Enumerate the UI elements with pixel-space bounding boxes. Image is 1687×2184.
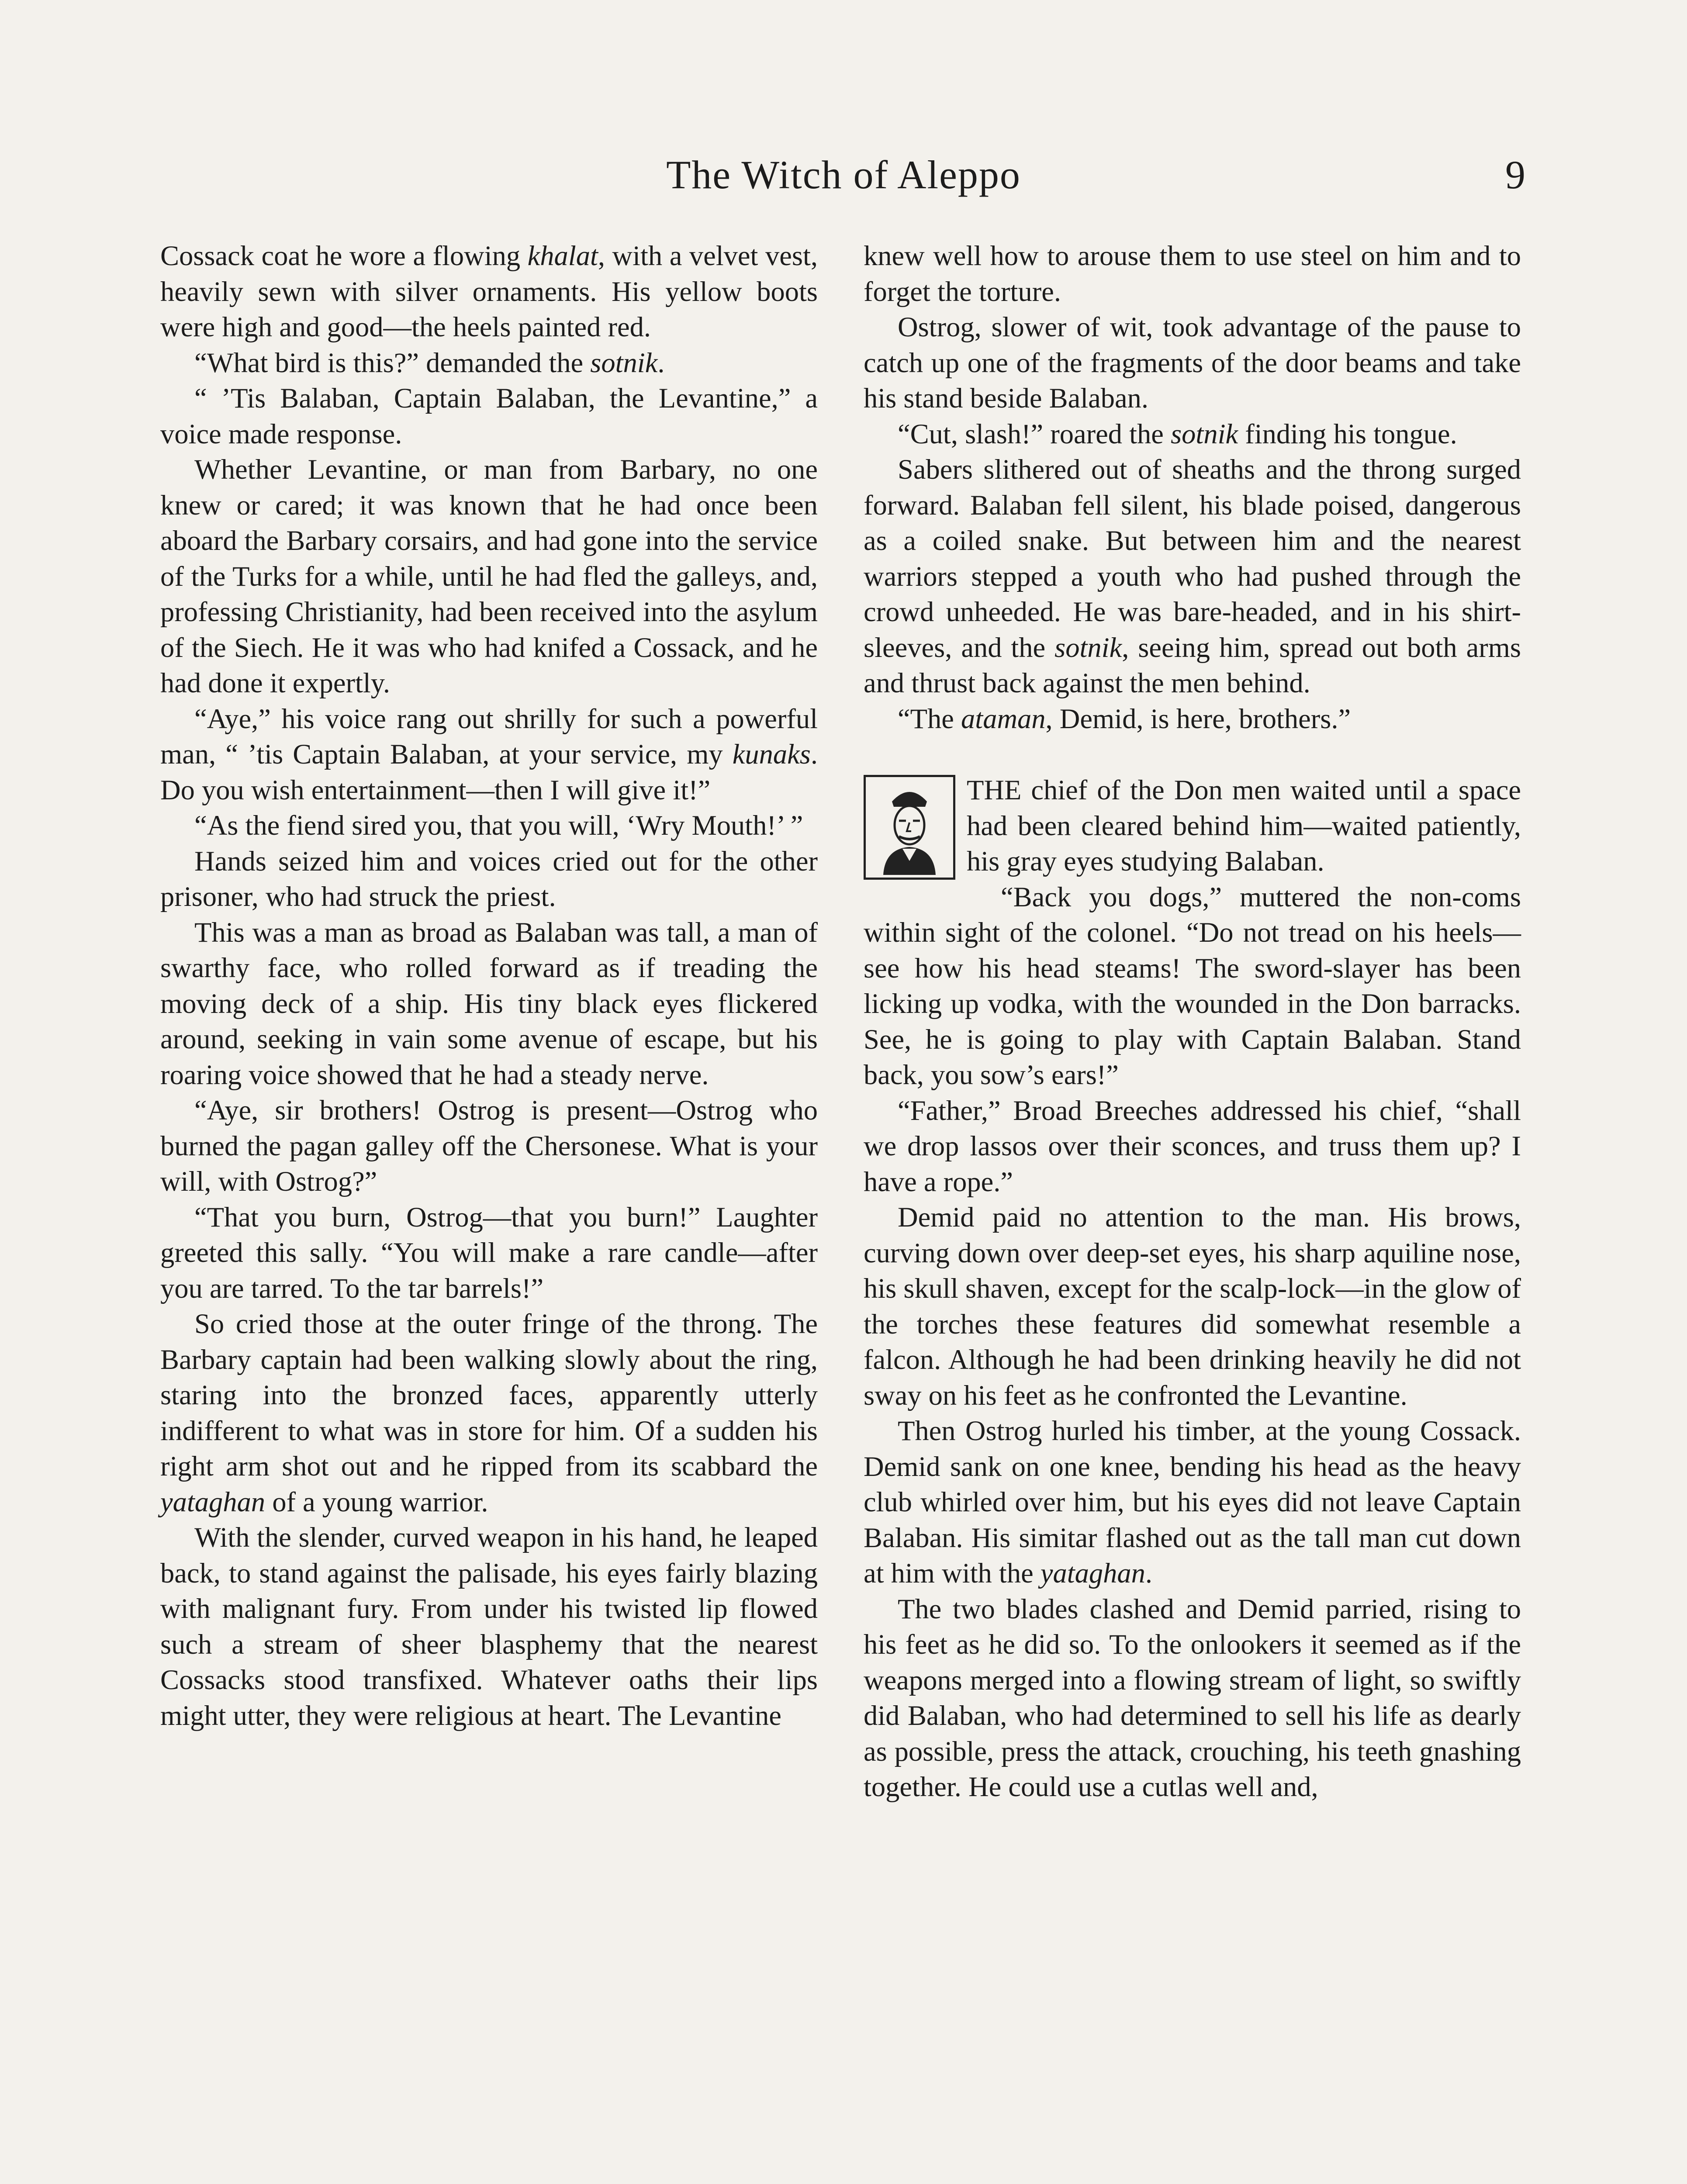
page-number: 9 <box>1505 152 1525 197</box>
section-break <box>864 736 1521 772</box>
paragraph: The two blades clashed and Demid parried, rising to his feet as he did so. To the onlookers it seemed as if the weapons merged into a flowing stream of light, so swiftly did Balaban, who had determined to sell his life as dearly as possible, press the attack, crouching, his teeth gnashing together. He could use a cutlas well and, <box>864 1593 1521 1802</box>
page-header <box>0 146 1687 203</box>
paragraph: “Aye,” his voice rang out shrilly for such a powerful man, “ ’tis Captain Balaban, at your service, my kunaks. Do you wish entertainment—then I will give it!” <box>160 703 818 805</box>
running-title: The Witch of Aleppo <box>666 152 1021 197</box>
paragraph: Demid paid no attention to the man. His brows, curving down over deep-set eyes, his sharp aquiline nose, his skull shaven, except for the scalp-lock—in the glow of the torches these features did somewhat resemble a falcon. Although he had been drinking heavily he did not sway on his feet as he confronted the Levantine. <box>864 1202 1521 1411</box>
paragraph: Sabers slithered out of sheaths and the throng surged forward. Balaban fell silent, his blade poised, dangerous as a coiled snake. But between him and the nearest warriors stepped a youth who had pushed through the crowd unheeded. He was bare-headed, and in his shirt-sleeves, and the sotnik, seeing him, spread out both arms and thrust back against the men behind. <box>864 454 1521 698</box>
paragraph: Hands seized him and voices cried out for the other prisoner, who had struck the priest. <box>160 845 818 912</box>
paragraph: “What bird is this?” demanded the sotnik. <box>194 347 665 378</box>
paragraph: “ ’Tis Balaban, Captain Balaban, the Levantine,” a voice made response. <box>160 383 818 449</box>
paragraph: “Cut, slash!” roared the sotnik finding his tongue. <box>898 418 1457 449</box>
paragraph: So cried those at the outer fringe of the throng. The Barbary captain had been walking slowly about the ring, staring into the bronzed faces, apparently utterly indifferent to what was in store for him. Of a sudden his right arm shot out and he ripped from its scabbard the yataghan of a young warrior. <box>160 1308 818 1517</box>
paragraph: Cossack coat he wore a flowing khalat, with a velvet vest, heavily sewn with silver ornaments. His yellow boots were high and good—the heels painted red. <box>160 240 818 342</box>
paragraph: With the slender, curved weapon in his hand, he leaped back, to stand against the palisade, his eyes fairly blazing with malignant fury. From under his twisted lip flowed such a stream of sheer blasphemy that the nearest Cossacks stood transfixed. Whatever oaths their lips might utter, they were religious at heart. The Levantine <box>160 1522 818 1731</box>
paragraph: “Aye, sir brothers! Ostrog is present—Ostrog who burned the pagan galley off the Chersonese. What is your will, with Ostrog?” <box>160 1095 818 1197</box>
paragraph: “That you burn, Ostrog—that you burn!” Laughter greeted this sally. “You will make a rare candle—after you are tarred. To the tar barrels!” <box>160 1201 818 1304</box>
paragraph: “Father,” Broad Breeches addressed his chief, “shall we drop lassos over their sconces, and truss them up? I have a rope.” <box>864 1095 1521 1197</box>
right-text-column <box>864 238 1521 1805</box>
paragraph: “As the fiend sired you, that you will, ‘Wry Mouth!’ ” <box>194 810 803 841</box>
paragraph: Whether Levantine, or man from Barbary, no one knew or cared; it was known that he had once been aboard the Barbary corsairs, and had gone into the service of the Turks for a while, until he had fled the galleys, and, professing Christianity, had been received into the asylum of the Siech. He it was who had knifed a Cossack, and he had done it expertly. <box>160 454 818 698</box>
paragraph: THE chief of the Don men waited until a space had been cleared behind him—waited patiently, his gray eyes studying Balaban. <box>864 772 1521 879</box>
paragraph: knew well how to arouse them to use steel on him and to forget the torture. <box>864 240 1521 307</box>
paragraph: “The ataman, Demid, is here, brothers.” <box>898 703 1351 734</box>
cossack-portrait-icon <box>864 775 955 880</box>
paragraph: This was a man as broad as Balaban was tall, a man of swarthy face, who rolled forward as if treading the moving deck of a ship. His tiny black eyes flickered around, seeking in vain some avenue of escape, but his roaring voice showed that he had a steady nerve. <box>160 916 818 1090</box>
paragraph: Ostrog, slower of wit, took advantage of the pause to catch up one of the fragments of the door beams and take his stand beside Balaban. <box>864 311 1521 414</box>
left-text-column <box>160 238 818 1733</box>
paragraph: “Back you dogs,” muttered the non-coms within sight of the colonel. “Do not tread on his heels—see how his head steams! The sword-slayer has been licking up vodka, with the wounded in the Don barracks. See, he is going to play with Captain Balaban. Stand back, you sow’s ears!” <box>864 881 1521 1090</box>
paragraph: Then Ostrog hurled his timber, at the young Cossack. Demid sank on one knee, bending his head as the heavy club whirled over him, but his eyes did not leave Captain Balaban. His simitar flashed out as the tall man cut down at him with the yataghan. <box>864 1415 1521 1589</box>
